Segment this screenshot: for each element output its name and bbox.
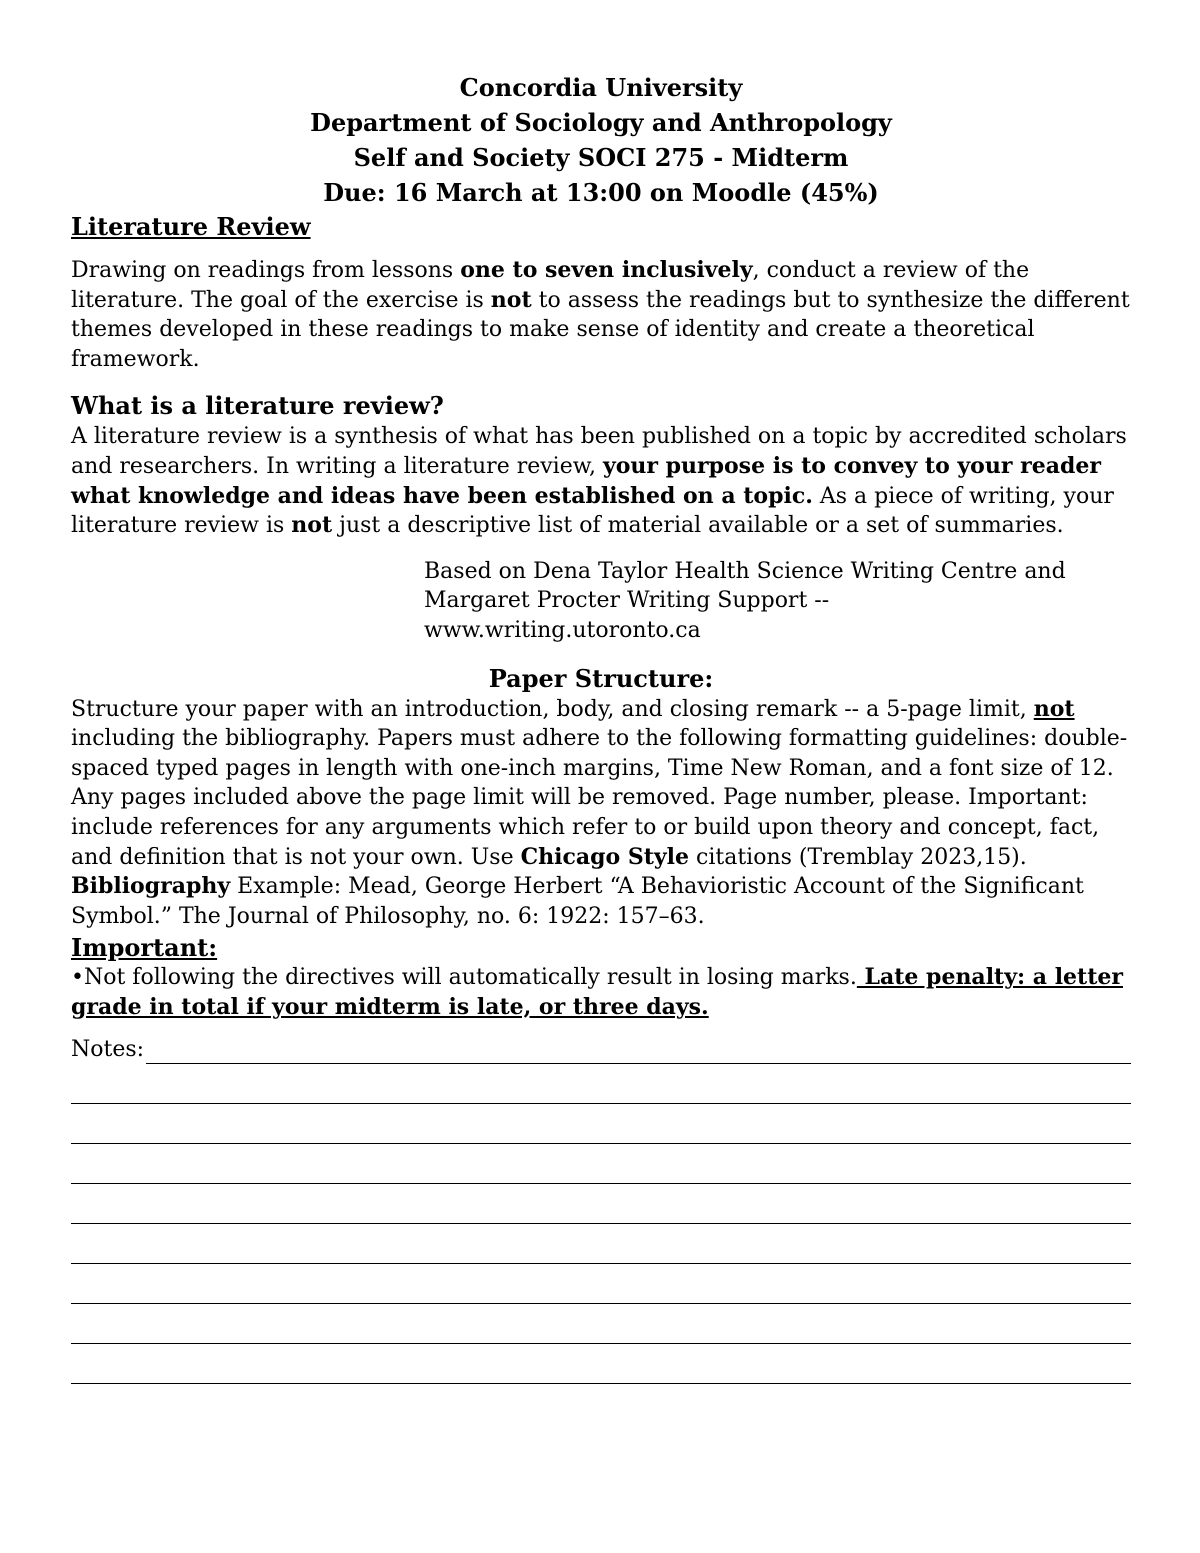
important-paragraph <box>71 963 1131 1022</box>
paper-structure-heading: Paper Structure: <box>488 663 714 693</box>
document-page <box>71 70 1131 1384</box>
emphasis-run: Chicago Style <box>520 843 690 870</box>
blank-writing-line <box>71 1223 1131 1224</box>
text-run: •Not following the directives will automatically result in losing marks. <box>71 965 857 991</box>
text-run: including the bibliography. Papers must adhere to the following formatting guidelines: double-spaced typed pages in length with one-inch margins, Time New Roman, and a font size of 12. Any pages included above the page limit will be removed. Page number, please. Important: include references for any arguments which refer to or build upon theory and concept, fact, and definition that is not your own. Use <box>71 726 1128 870</box>
text-run: As a piece of writing, your literature review is <box>71 483 1114 539</box>
text-run: Structure your paper with an introduction, body, and closing remark -- a 5-page limit, <box>71 696 1034 722</box>
emphasis-run: not <box>490 286 532 313</box>
department-name: Department of Sociology and Anthropology <box>310 108 892 137</box>
paper-structure-paragraph <box>71 695 1131 932</box>
blank-writing-line <box>71 1343 1131 1344</box>
emphasis-run: not <box>1033 695 1075 722</box>
source-citation <box>424 557 1131 646</box>
text-run: Drawing on readings from lessons <box>71 258 461 283</box>
blank-writing-line <box>71 1183 1131 1184</box>
emphasis-run: one to seven inclusively <box>460 257 753 283</box>
what-is-heading: What is a literature review? <box>71 391 444 421</box>
text-run: , conduct a review of the literature. The goal of the exercise is <box>71 258 1030 313</box>
citation-line: Based on Dena Taylor Health Science Writing Centre and <box>424 558 1066 584</box>
notes-writing-line <box>146 1039 1131 1064</box>
notes-label: Notes: <box>71 1036 145 1062</box>
emphasis-run: Bibliography <box>71 873 231 900</box>
citation-line: Margaret Procter Writing Support -- <box>424 588 830 614</box>
blank-writing-line <box>71 1103 1131 1104</box>
course-title: Self and Society SOCI 275 - Midterm <box>353 143 849 172</box>
blank-writing-line <box>71 1303 1131 1304</box>
citation-url: www.writing.utoronto.ca <box>424 617 701 643</box>
due-date: Due: 16 March at 13:00 on Moodle (45%) <box>323 178 879 207</box>
important-heading: Important: <box>71 933 218 963</box>
document-header <box>71 70 1131 210</box>
late-penalty-text: Late penalty: a letter grade in total if your midterm is late, or three days. <box>71 964 1123 1020</box>
text-run: just a descriptive list of material available or a set of summaries. <box>332 513 1064 539</box>
emphasis-run: not <box>291 512 333 539</box>
text-run: citations (Tremblay 2023,15). <box>689 844 1027 870</box>
literature-review-title: Literature Review <box>71 212 311 241</box>
blank-writing-line <box>71 1383 1131 1384</box>
text-run: A literature review is a synthesis of what has been published on a topic by accredited scholars and researchers. In writing a literature review, <box>71 424 1127 479</box>
university-name: Concordia University <box>459 73 743 102</box>
text-run: to assess the readings but to synthesize the different themes developed in these readings to make sense of identity and create a theoretical framework. <box>71 287 1130 372</box>
emphasis-run: your purpose is to convey to your reader what knowledge and ideas have been established on a topic. <box>71 452 1101 509</box>
blank-writing-line <box>71 1263 1131 1264</box>
blank-writing-line <box>71 1143 1131 1144</box>
literature-review-paragraph <box>71 256 1131 374</box>
text-run: Example: Mead, George Herbert “A Behavioristic Account of the Significant Symbol.” The Journal of Philosophy, no. 6: 1922: 157–63. <box>71 874 1084 929</box>
what-is-paragraph <box>71 422 1131 540</box>
notes-row <box>71 1034 1131 1064</box>
